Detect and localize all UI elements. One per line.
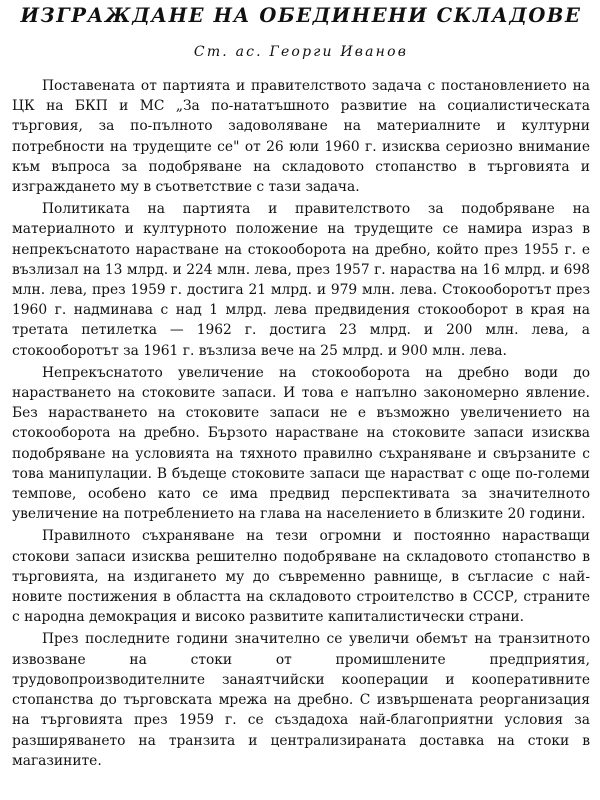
article-title: ИЗГРАЖДАНЕ НА ОБЕДИНЕНИ СКЛАДОВЕ bbox=[20, 4, 582, 27]
paragraph: Непрекъснатото увеличение на стокооборота на дребно води до нарастването на стоковите запаси. И това е напълно закономерно явление. Без нарастването на стоковите запаси не е възможно увеличението на стокооборота на дребно. Бързото нарастване на стоковите запаси изисква подобряване на условията на тяхното правилно съхраняване и свързаните с това манипулации. В бъдеще стоковите запаси ще нарастват с още по-големи темпове, особено като се има предвид перспективата за значителното увеличение на потреблението на глава на населението в близките 20 години. bbox=[12, 364, 590, 523]
article-author: Ст. ас. Георги Иванов bbox=[193, 44, 409, 60]
paragraph: През последните години значително се увеличи обемът на транзитното извозване на стоки от промишлените предприятия, трудовопроизводителните занаятчийски кооперации и кооперативните стопанства до търговската мрежа на дребно. С извършената реорганизация на търговията през 1959 г. се създадоха най-благоприятни условия за разширяването на транзита и централизираната доставка на стоки в магазините. bbox=[12, 631, 590, 769]
paragraph: Политиката на партията и правителството за подобряване на материалното и културното положение на трудещите се намира израз в непрекъснатото нарастване на стокооборота на дребно, който през 1955 г. е възлизал на 13 млрд. и 224 млн. лева, през 1957 г. нараства на 16 млрд. и 698 млн. лева, през 1959 г. достига 21 млрд. и 979 млн. лева. Стокооборотът през 1960 г. надминава с над 1 млрд. лева предвидения стокооборот в края на третата петилетка — 1962 г. достига 23 млрд. и 200 млн. лева, а стокооборотът за 1961 г. възлиза вече на 25 млрд. и 900 млн. лева. bbox=[12, 201, 590, 359]
paragraph: Поставената от партията и правителството задача с постановлението на ЦК на БКП и МС „За по-нататъшното развитие на социалистическата търговия, за по-пълното задоволяване на материалните и културни потребности на трудещите се" от 26 юли 1960 г. изисква сериозно внимание към въпроса за подобряване на складовото стопанство в търговията и изграждането му в съответствие с тази задача. bbox=[12, 78, 590, 196]
article-body bbox=[12, 76, 590, 771]
paragraph: Правилното съхраняване на тези огромни и постоянно нарастващи стокови запаси изисква решително подобряване на складовото стопанство в търговията, на издигането му до съвременно равнище, в съгласие с най-новите постижения в областта на складовото строителство в СССР, страните с народна демокрация и високо развитите капиталистически страни. bbox=[12, 528, 590, 626]
